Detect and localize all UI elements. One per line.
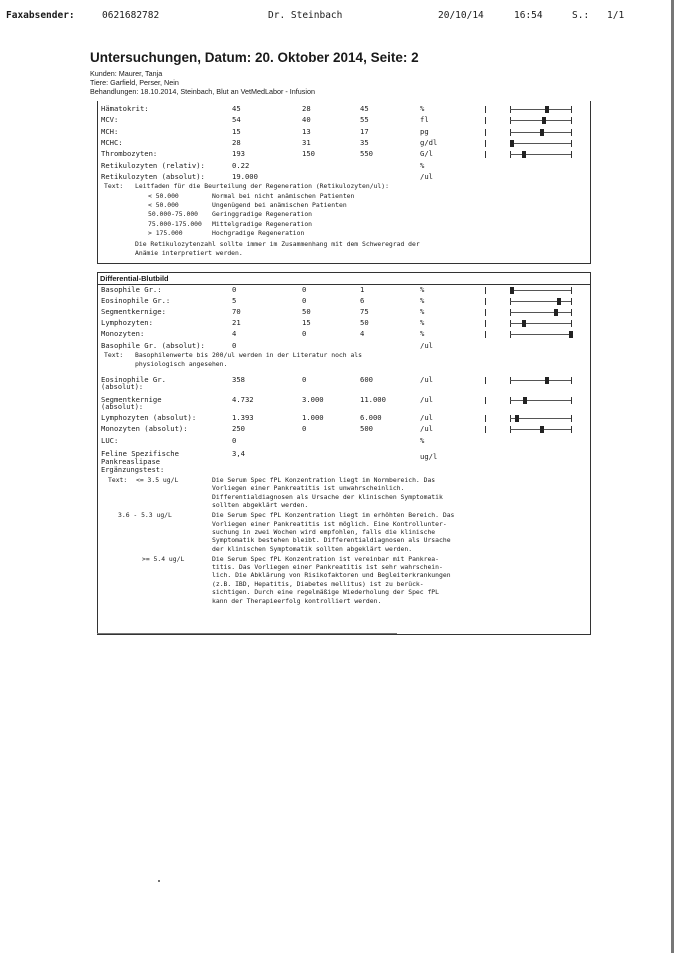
blood-value-range-bar [485,128,577,137]
blood-value-max: 45 [360,104,369,113]
supplement-label: Ergänzungstest: [101,466,165,474]
abs-value-unit: /ul [420,375,433,384]
abs-value-name: Segmentkernige [101,395,162,404]
fpl-text-line: kann der Therapieerfolg kontrolliert werden. [212,596,382,605]
diff-value-range-bar [485,286,577,295]
diff-value-max: 75 [360,307,369,317]
diff-value-min: 0 [302,285,307,294]
fax-sender-number: 0621682782 [102,10,160,21]
blood-value-value: 45 [232,104,241,113]
diff-value-min: 0 [302,329,307,339]
reti-note-line-2: Anämie interpretiert werden. [135,249,243,257]
blood-value-range-bar [485,150,577,159]
bar-marker [510,140,514,147]
bar-tick-right [571,151,572,158]
fpl-text-line: (z.B. IBD, Hepatitis, Diabetes mellitus) ist zu berück- [212,579,424,588]
diff-value-min: 0 [302,296,307,306]
reti-range: > 175.000 [148,228,183,237]
bar-marker [545,106,549,113]
blood-value-max: 550 [360,149,373,159]
fax-header [0,10,674,24]
abs-value-unit: /ul [420,413,433,422]
reti-desc: Hochgradige Regeneration [212,228,305,237]
blood-value-range-bar [485,105,577,114]
blood-value-unit: G/l [420,149,433,159]
bar-tick-left [485,117,486,124]
blood-value-max: 35 [360,137,369,147]
bar-tick-right [571,129,572,136]
report-customer: Kunden: Maurer, Tanja [90,69,163,78]
report-title: Untersuchungen, Datum: 20. Oktober 2014, Seite: 2 [90,50,419,65]
fpl-unit: ug/l [420,452,438,461]
fpl-name-2: Pankreaslipase [101,458,161,466]
fpl-range: >= 5.4 ug/L [142,554,185,563]
diff-value-max: 6 [360,296,365,306]
bar-marker [569,331,573,338]
diff-value-name: Segmentkernige: [101,307,166,317]
bar-tick-right [571,287,572,294]
abs-value-value: 0 [232,436,237,445]
bar-range-line [510,400,571,401]
bar-tick-left [485,129,486,136]
blood-value-value: 15 [232,126,241,136]
bar-tick-left [485,377,486,384]
bar-tick-right [571,140,572,147]
bar-tick-right [571,377,572,384]
diff-value-unit: % [420,296,425,306]
abs-value-range-bar [485,396,577,405]
reti-text-intro: Leitfaden für die Beurteilung der Regeneration (Retikulozyten/ul): [135,182,389,190]
blood-value-unit: % [420,160,425,170]
blood-value-min: 13 [302,126,311,136]
fpl-range: <= 3.5 ug/L [136,476,179,484]
fpl-name-1: Feline Spezifische [101,449,179,458]
blood-value-value: 193 [232,149,245,159]
diff-value-unit: % [420,307,425,317]
bar-marker [554,309,558,316]
bar-marker [522,320,526,327]
bar-range-line [510,154,571,155]
blood-value-unit: g/dl [420,137,438,147]
diff-value-name: Eosinophile Gr.: [101,296,171,306]
abs-value-name-2: (absolut): [101,403,144,411]
scan-speck [158,880,160,882]
abs-value-max: 11.000 [360,395,386,404]
abs-value-value: 250 [232,424,245,433]
diff-value-value: 0 [232,340,237,350]
blood-value-unit: pg [420,126,429,136]
abs-value-max: 6.000 [360,413,382,422]
bar-tick-right [571,298,572,305]
fpl-text-line: Die Serum Spec fPL Konzentration ist vereinbar mit Pankrea- [212,554,440,563]
fpl-value: 3,4 [232,449,245,458]
bar-tick-right [571,106,572,113]
reti-range: 50.000-75.000 [148,210,199,219]
blood-value-range-bar [485,139,577,148]
blood-value-name: MCH: [101,126,119,136]
abs-value-name: Monozyten (absolut): [101,424,188,433]
blood-value-value: 0.22 [232,160,250,170]
bar-tick-left [485,298,486,305]
fax-page-number: 1/1 [607,10,625,21]
bar-range-line [510,380,571,381]
fpl-text-line: Differentialdiagnosen als Ursache der klinischen Symptomatik [212,492,443,501]
diff-value-unit: % [420,329,425,339]
bar-marker [540,426,544,433]
abs-value-min: 3.000 [302,395,324,404]
bar-tick-left [485,151,486,158]
fpl-text-line: Vorliegen einer Pankreatitis ist möglich. Eine Kontrollunter- [212,519,447,528]
abs-value-name: Lymphozyten (absolut): [101,413,197,422]
bar-tick-left [485,397,486,404]
reti-desc: Geringgradige Regeneration [212,210,313,219]
bar-range-line [510,334,571,335]
bar-range-line [510,143,571,144]
blood-value-name: MCV: [101,115,119,125]
blood-value-name: MCHC: [101,137,123,147]
diff-value-range-bar [485,308,577,317]
bar-range-line [510,301,571,302]
blood-value-min: 150 [302,149,315,159]
diff-value-unit: /ul [420,340,433,350]
diff-value-unit: % [420,285,425,294]
fpl-text-line: Symptomatik bestehen bleibt. Differentialdiagnosen als Ursache [212,536,451,545]
fpl-text-line: Vorliegen einer Pankreatitis ist unwahrscheinlich. [212,484,405,493]
fax-sender-label: Faxabsender: [6,10,75,21]
diff-value-min: 50 [302,307,311,317]
abs-value-max: 600 [360,375,373,384]
abs-value-name: Eosinophile Gr. [101,375,166,384]
baso-text-line-2: physiologisch angesehen. [135,360,228,368]
diff-value-name: Basophile Gr. (absolut): [101,340,205,350]
bar-tick-right [571,426,572,433]
blood-value-unit: % [420,104,425,113]
diff-value-range-bar [485,297,577,306]
diff-value-row [0,341,674,352]
bar-range-line [510,312,571,313]
abs-value-row [0,436,674,447]
bar-tick-right [571,320,572,327]
abs-value-range-bar [485,414,577,423]
bar-tick-left [485,140,486,147]
abs-value-max: 500 [360,424,373,433]
bar-range-line [510,120,571,121]
blood-value-min: 31 [302,137,311,147]
abs-value-min: 0 [302,424,307,433]
fax-doctor: Dr. Steinbach [268,10,343,21]
bar-tick-left [485,106,486,113]
reti-text-label: Text: [104,182,124,190]
reti-desc: Normal bei nicht anämischen Patienten [212,192,355,200]
bar-range-line [510,418,571,419]
blood-value-value: 28 [232,137,241,147]
fpl-text-label: Text: [108,476,128,484]
bar-marker [545,377,549,384]
bar-marker [522,151,526,158]
blood-value-name: Retikulozyten (absolut): [101,171,205,181]
bar-marker [510,287,514,294]
fax-date: 20/10/14 [438,10,484,21]
bar-marker [523,397,527,404]
reti-range: < 50.000 [148,192,179,200]
diff-value-value: 21 [232,318,241,328]
fpl-text-line: Die Serum Spec fPL Konzentration liegt im erhöhten Bereich. Das [212,511,455,520]
blood-value-unit: /ul [420,171,433,181]
bar-tick-right [571,397,572,404]
blood-value-name: Hämatokrit: [101,104,149,113]
diff-value-max: 1 [360,285,365,294]
abs-value-range-bar [485,376,577,385]
blood-value-unit: fl [420,115,429,125]
bar-marker [515,415,519,422]
diff-value-value: 5 [232,296,237,306]
bar-tick-right [571,415,572,422]
abs-value-value: 1.393 [232,413,254,422]
abs-value-unit: /ul [420,424,433,433]
fpl-range: 3.6 - 5.3 ug/L [118,511,172,520]
bar-tick-left [485,426,486,433]
diff-value-name: Lymphozyten: [101,318,153,328]
fpl-text-line: sollten abgeklärt werden. [212,501,309,510]
diff-value-value: 4 [232,329,237,339]
diff-value-value: 70 [232,307,241,317]
reti-range: < 50.000 [148,201,179,210]
bar-tick-left [485,331,486,338]
baso-text-line-1: Basophilenwerte bis 200/ul werden in der Literatur noch als [135,351,363,359]
blood-value-value: 19.000 [232,171,258,181]
baso-text-label: Text: [104,351,124,359]
report-treatment: Behandlungen: 18.10.2014, Steinbach, Blut an VetMedLabor - Infusion [90,87,315,96]
diff-value-range-bar [485,319,577,328]
blood-value-max: 17 [360,126,369,136]
blood-value-name: Thrombozyten: [101,149,158,159]
bar-range-line [510,109,571,110]
blood-value-value: 54 [232,115,241,125]
differential-heading: Differential-Blutbild [98,273,590,285]
blood-value-min: 40 [302,115,311,125]
fpl-text-line: suchung in zwei Wochen wird empfohlen, falls die klinische [212,527,436,536]
fpl-text-line: titis. Das Vorliegen einer Pankreatitis ist sehr wahrschein- [212,563,443,571]
blood-value-name: Retikulozyten (relativ): [101,160,205,170]
bar-range-line [510,290,571,291]
reti-range: 75.000-175.000 [148,219,202,228]
reti-desc: Ungenügend bei anämischen Patienten [212,201,347,210]
blood-value-max: 55 [360,115,369,125]
bar-tick-left [485,320,486,327]
bar-tick-left [485,309,486,316]
abs-value-value: 358 [232,375,245,384]
fpl-text-line: der klinischen Symptomatik sollten abgeklärt werden. [212,544,413,553]
diff-value-name: Basophile Gr.: [101,285,162,294]
blood-value-range-bar [485,116,577,125]
fax-time: 16:54 [514,10,543,21]
reti-note-line-1: Die Retikulozytenzahl sollte immer im Zusammenhang mit dem Schweregrad der [135,240,420,248]
bar-tick-left [485,287,486,294]
abs-value-name: LUC: [101,436,119,445]
bar-marker [542,117,546,124]
diff-value-max: 50 [360,318,369,328]
diff-value-max: 4 [360,329,365,339]
abs-value-range-bar [485,425,577,434]
abs-value-name-2: (absolut): [101,383,144,391]
bottom-rule [97,633,397,634]
diff-value-value: 0 [232,285,237,294]
fpl-text-line: lich. Die Abklärung von Risikofaktoren und Begleiterkrankungen [212,571,451,580]
bar-marker [540,129,544,136]
bar-tick-right [571,309,572,316]
abs-value-value: 4.732 [232,395,254,404]
bar-marker [557,298,561,305]
report-animal: Tiere: Garfield, Perser, Nein [90,78,179,87]
bar-tick-right [571,117,572,124]
diff-value-min: 15 [302,318,311,328]
abs-value-unit: % [420,436,425,445]
diff-value-name: Monozyten: [101,329,145,339]
bar-range-line [510,323,571,324]
fpl-text-line: Die Serum Spec fPL Konzentration liegt im Normbereich. Das [212,476,436,484]
abs-value-unit: /ul [420,395,433,404]
fax-page-label: S.: [572,10,590,21]
diff-value-range-bar [485,330,577,339]
fpl-text-line: sichtigen. Durch eine regelmäßige Wiederholung der Spec fPL [212,588,440,597]
abs-value-min: 0 [302,375,307,384]
blood-value-row [0,161,674,172]
bar-tick-left [485,415,486,422]
reti-desc: Mittelgradige Regeneration [212,219,313,228]
abs-value-min: 1.000 [302,413,324,422]
diff-value-unit: % [420,318,425,328]
blood-value-min: 28 [302,104,311,113]
